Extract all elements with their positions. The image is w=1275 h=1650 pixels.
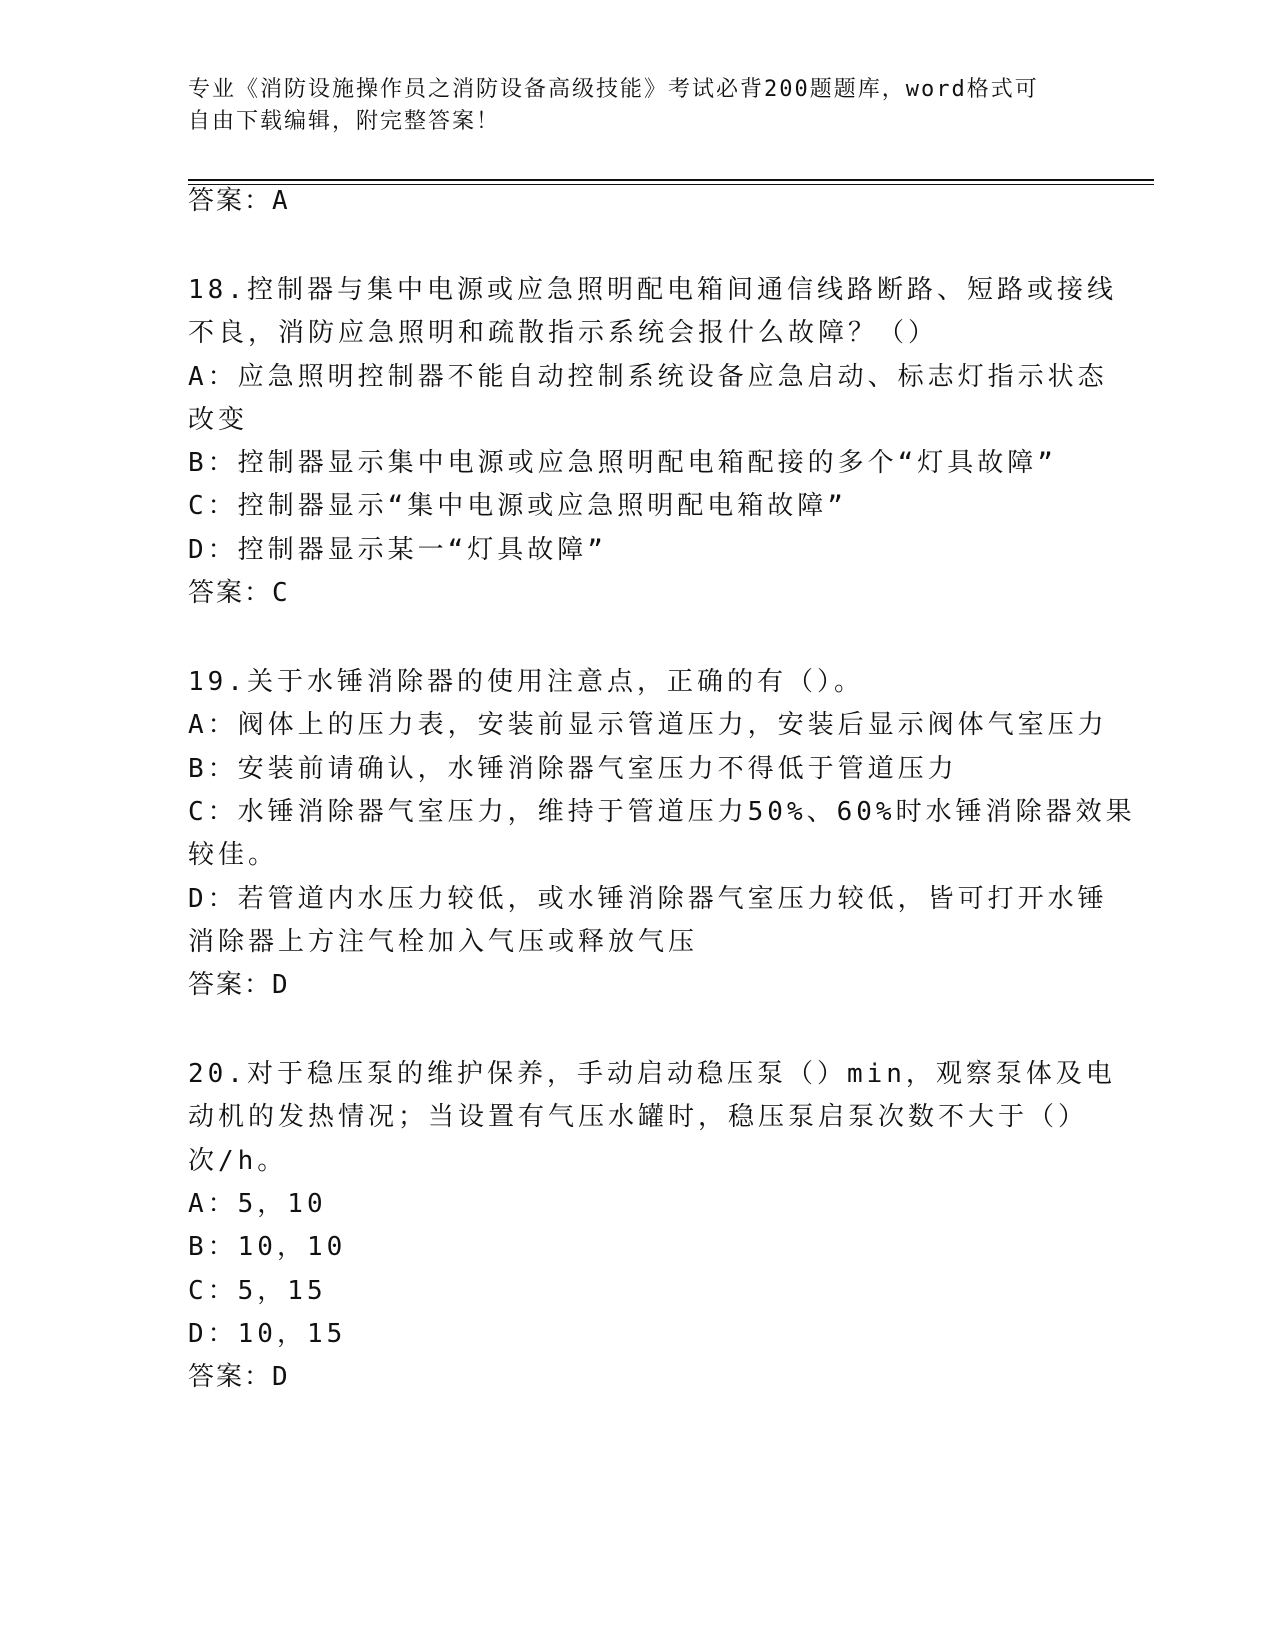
question-19-option-c-line-2: 较佳。 [188, 840, 279, 870]
question-19-option-b: B：安装前请确认，水锤消除器气室压力不得低于管道压力 [188, 754, 958, 784]
question-19-option-d-line-2: 消除器上方注气栓加入气压或释放气压 [188, 927, 699, 957]
question-18-option-a-line-1: A：应急照明控制器不能自动控制系统设备应急启动、标志灯指示状态 [188, 362, 1108, 392]
question-20-answer: 答案：D [188, 1362, 290, 1392]
prev-answer: 答案：A [188, 186, 290, 216]
question-19-option-d-line-1: D：若管道内水压力较低，或水锤消除器气室压力较低，皆可打开水锤 [188, 884, 1108, 914]
question-19-option-c-line-1: C：水锤消除器气室压力，维持于管道压力50%、60%时水锤消除器效果 [188, 797, 1136, 827]
question-18-stem-line-1: 18.控制器与集中电源或应急照明配电箱间通信线路断路、短路或接线 [188, 275, 1117, 305]
question-18-option-a-line-2: 改变 [188, 405, 249, 435]
question-20-stem-line-3: 次/h。 [188, 1146, 288, 1176]
question-20-stem-line-2: 动机的发热情况；当设置有气压水罐时，稳压泵启泵次数不大于（） [188, 1102, 1089, 1132]
question-19-stem: 19.关于水锤消除器的使用注意点，正确的有（）。 [188, 667, 864, 697]
question-18-option-d: D：控制器显示某一“灯具故障” [188, 535, 607, 565]
question-18-option-b: B：控制器显示集中电源或应急照明配电箱配接的多个“灯具故障” [188, 448, 1057, 478]
question-18-answer: 答案：C [188, 578, 290, 608]
header-line-2: 自由下载编辑，附完整答案！ [188, 109, 501, 134]
question-20-option-d: D：10，15 [188, 1319, 347, 1349]
question-19-answer: 答案：D [188, 970, 290, 1000]
question-18-option-c: C：控制器显示“集中电源或应急照明配电箱故障” [188, 491, 847, 521]
header-rule-thin [188, 184, 1154, 185]
question-20-option-a: A：5，10 [188, 1189, 327, 1219]
question-19-option-a: A：阀体上的压力表，安装前显示管道压力，安装后显示阀体气室压力 [188, 710, 1108, 740]
header-line-1: 专业《消防设施操作员之消防设备高级技能》考试必背200题题库，word格式可 [188, 77, 1039, 102]
question-20-option-c: C：5，15 [188, 1276, 327, 1306]
question-20-option-b: B：10，10 [188, 1232, 347, 1262]
question-20-stem-line-1: 20.对于稳压泵的维护保养，手动启动稳压泵（）min，观察泵体及电 [188, 1059, 1116, 1089]
header-rule-thick [188, 179, 1154, 181]
document-header [188, 74, 1088, 138]
question-18-stem-line-2: 不良，消防应急照明和疏散指示系统会报什么故障？（） [188, 318, 939, 348]
